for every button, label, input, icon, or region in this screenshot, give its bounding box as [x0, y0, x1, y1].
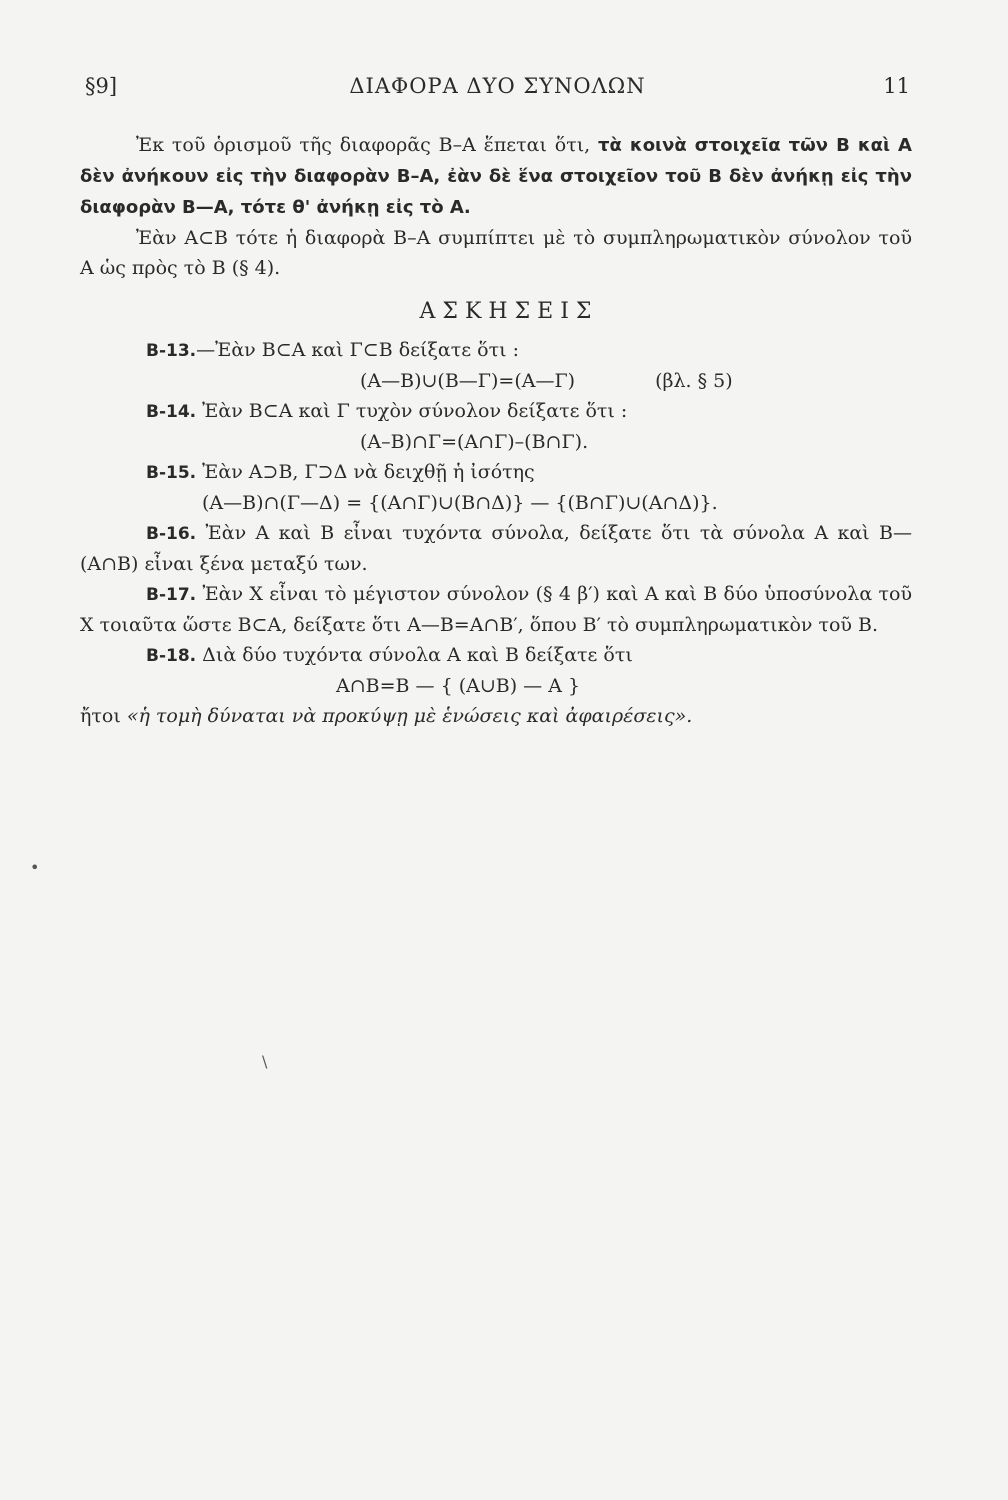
exercise-text: Ἐὰν Α καὶ Β εἶναι τυχόντα σύνολα, δείξατε ὅτι τὰ σύνολα Α καὶ Β—(Α∩Β) εἶναι ξένα μεταξύ των.: [80, 522, 912, 575]
formula-b13: [80, 366, 912, 396]
page-number: 11: [883, 74, 910, 98]
exercise-b18-note: [80, 701, 912, 731]
reference: (βλ. § 5): [655, 370, 733, 392]
formula-b14: (Α–Β)∩Γ=(Α∩Γ)–(Β∩Γ).: [360, 431, 589, 453]
exercise-number: Β-17.: [146, 585, 197, 605]
exercise-number: Β-15.: [146, 463, 197, 483]
exercise-number: Β-13.: [146, 341, 197, 361]
exercise-b13: [80, 335, 912, 366]
intro-text: Ἐκ τοῦ ὁρισμοῦ τῆς διαφορᾶς Β–Α ἕπεται ὅτι,: [136, 134, 599, 156]
exercise-text: —Ἐὰν Β⊂Α καὶ Γ⊂Β δείξατε ὅτι :: [196, 339, 519, 361]
intro-paragraph-1: [80, 130, 912, 223]
formula-b18: Α∩Β=Β — { (Α∪Β) — Α }: [336, 675, 581, 697]
running-title: ΔΙΑΦΟΡΑ ΔΥΟ ΣΥΝΟΛΩΝ: [349, 74, 646, 98]
intro-bold-statement: τὰ κοινὰ στοιχεῖα τῶν Β καὶ Α δὲν ἀνήκουν εἰς τὴν διαφορὰν Β–Α, ἐὰν δὲ ἕνα στοιχεῖον τοῦ Β δὲν ἀνήκῃ εἰς τὴν διαφορὰν Β—Α, τότε θ' ἀνήκῃ εἰς τὸ Α.: [80, 135, 912, 218]
note-text: ἤτοι: [80, 705, 127, 727]
exercise-number: Β-14.: [146, 402, 197, 422]
formula-text: (Α—Β)∪(Β—Γ)=(Α—Γ): [360, 370, 576, 392]
exercise-b14: [80, 396, 912, 427]
exercise-b18: [80, 640, 912, 671]
exercise-text: Ἐὰν Α⊃Β, Γ⊃Δ νὰ δειχθῇ ἡ ἰσότης: [196, 461, 535, 483]
exercise-b15: [80, 457, 912, 488]
page-header: [85, 74, 910, 104]
exercise-b16: [80, 518, 912, 579]
section-number: §9]: [85, 74, 118, 98]
exercise-number: Β-18.: [146, 646, 197, 666]
exercise-number: Β-16.: [146, 524, 197, 544]
note-italic-quote: «ἡ τομὴ δύναται νὰ προκύψῃ μὲ ἑνώσεις καὶ ἀφαιρέσεις».: [126, 705, 693, 727]
exercises-heading: ΑΣΚΗΣΕΙΣ: [419, 299, 599, 324]
exercise-text: Διὰ δύο τυχόντα σύνολα Α καὶ Β δείξατε ὅτι: [196, 644, 633, 666]
formula-b15: (Α—Β)∩(Γ—Δ) = {(Α∩Γ)∪(Β∩Δ)} — {(Β∩Γ)∪(Α∩Δ)}.: [202, 492, 718, 514]
exercise-b17: [80, 579, 912, 640]
page-body: [80, 130, 912, 731]
intro-paragraph-2: Ἐὰν Α⊂Β τότε ἡ διαφορὰ Β–Α συμπίπτει μὲ τὸ συμπληρωματικὸν σύνολον τοῦ Α ὡς πρὸς τὸ Β (§ 4).: [80, 227, 912, 279]
scan-speck: \: [262, 1052, 268, 1071]
exercise-text: Ἐὰν Χ εἶναι τὸ μέγιστον σύνολον (§ 4 β′) καὶ Α καὶ Β δύο ὑποσύνολα τοῦ Χ τοιαῦτα ὥστε Β⊂Α, δείξατε ὅτι Α—Β=Α∩Β′, ὅπου Β′ τὸ συμπληρωματικὸν τοῦ Β.: [80, 583, 912, 636]
exercise-text: Ἐὰν Β⊂Α καὶ Γ τυχὸν σύνολον δείξατε ὅτι :: [196, 400, 628, 422]
scan-speck: •: [30, 858, 40, 877]
